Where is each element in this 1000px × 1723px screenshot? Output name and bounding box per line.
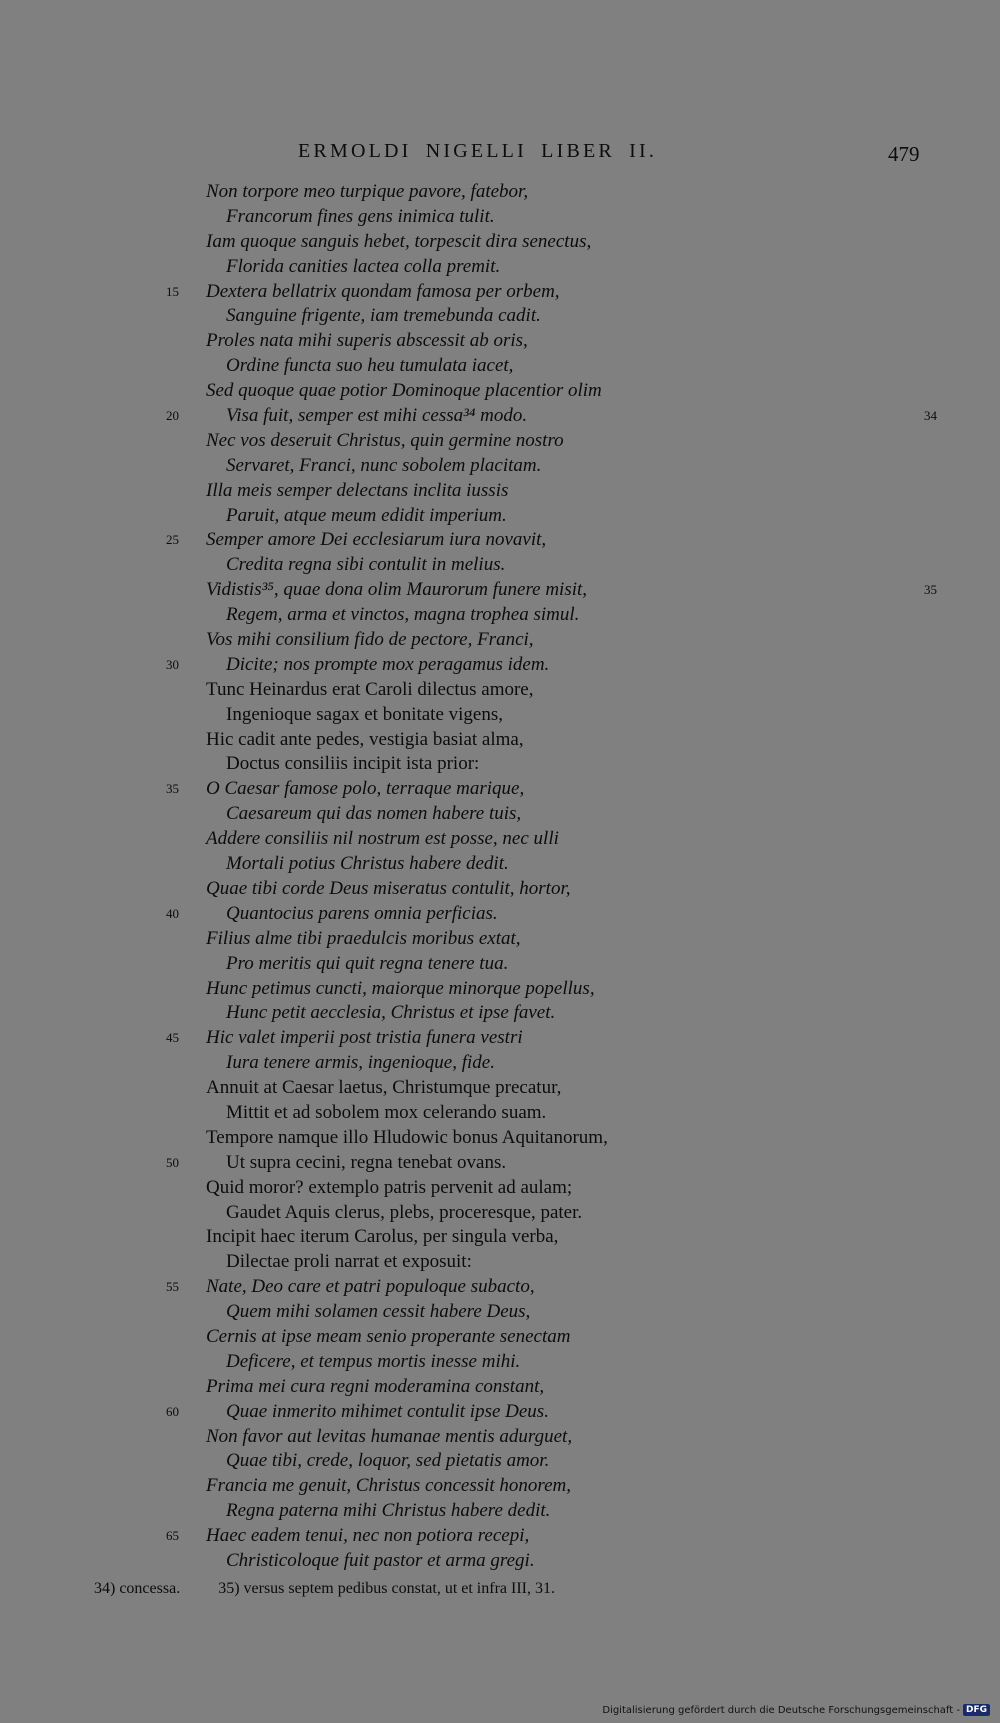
verse-line [0, 1225, 1000, 1250]
verse-text: Semper amore Dei ecclesiarum iura novavit, [206, 529, 547, 551]
verse-text: Prima mei cura regni moderamina constant, [206, 1375, 545, 1397]
line-number: 50 [166, 1154, 179, 1170]
verse-line [0, 852, 1000, 877]
verse-text: Hunc petimus cuncti, maiorque minorque popellus, [206, 977, 595, 999]
verse-line [0, 304, 1000, 329]
verse-text: Annuit at Caesar laetus, Christumque precatur, [206, 1077, 562, 1099]
verse-text: Quid moror? extemplo patris pervenit ad aulam; [206, 1176, 573, 1198]
verse-line [0, 927, 1000, 952]
line-number: 35 [166, 781, 179, 797]
verse-line [0, 1126, 1000, 1151]
verse-line [0, 528, 1000, 553]
verse-line [0, 280, 1000, 305]
verse-line [0, 429, 1000, 454]
verse-line [0, 952, 1000, 977]
verse-line [0, 230, 1000, 255]
verse-line [0, 1524, 1000, 1549]
verse-line [0, 379, 1000, 404]
verse-line [0, 1400, 1000, 1425]
verse-text: Servaret, Franci, nunc sobolem placitam. [226, 454, 542, 476]
verse-line [0, 1449, 1000, 1474]
footnotes [94, 1580, 555, 1598]
verse-text: Christicoloque fuit pastor et arma gregi. [226, 1549, 535, 1571]
verse-line [0, 205, 1000, 230]
verse-text: Haec eadem tenui, nec non potiora recepi, [206, 1525, 530, 1547]
line-number: 20 [166, 408, 179, 424]
verse-line [0, 1026, 1000, 1051]
verse-line [0, 1051, 1000, 1076]
verse-line [0, 1250, 1000, 1275]
verse-line [0, 827, 1000, 852]
verse-text: Nec vos deseruit Christus, quin germine nostro [206, 429, 564, 451]
verse-text: Paruit, atque meum edidit imperium. [226, 504, 507, 526]
verse-line [0, 1151, 1000, 1176]
verse-line [0, 578, 1000, 603]
verse-line [0, 1001, 1000, 1026]
line-number: 40 [166, 905, 179, 921]
verse-line [0, 1474, 1000, 1499]
verse-text: Vidistis³⁵, quae dona olim Maurorum funere misit, [206, 579, 588, 601]
verse-text: Nate, Deo care et patri populoque subacto, [206, 1276, 535, 1298]
verse-text: Hunc petit aecclesia, Christus et ipse favet. [226, 1002, 556, 1024]
verse-line [0, 1275, 1000, 1300]
verse-text: Dilectae proli narrat et exposuit: [226, 1251, 472, 1273]
verse-line [0, 902, 1000, 927]
footnote-34: 34) concessa. [94, 1580, 181, 1597]
verse-line [0, 1325, 1000, 1350]
running-header: ERMOLDI NIGELLI LIBER II. [298, 140, 658, 162]
verse-line [0, 504, 1000, 529]
verse-text: Illa meis semper delectans inclita iussis [206, 479, 509, 501]
verse-line [0, 553, 1000, 578]
verse-text: Non torpore meo turpique pavore, fatebor, [206, 181, 529, 202]
verse-text: Cernis at ipse meam senio properante senectam [206, 1325, 571, 1347]
line-number: 55 [166, 1279, 179, 1295]
verse-text: Deficere, et tempus mortis inesse mihi. [226, 1350, 521, 1372]
verse-line [0, 1375, 1000, 1400]
verse-text: Mittit et ad sobolem mox celerando suam. [226, 1101, 547, 1123]
verse-line [0, 1499, 1000, 1524]
verse-text: Quae tibi corde Deus miseratus contulit, hortor, [206, 877, 571, 899]
page-number: 479 [888, 142, 920, 166]
dfg-logo: DFG [963, 1704, 990, 1716]
verse-line [0, 354, 1000, 379]
verse-text: Tempore namque illo Hludowic bonus Aquitanorum, [206, 1126, 608, 1148]
line-number: 25 [166, 532, 179, 548]
verse-text: Iam quoque sanguis hebet, torpescit dira senectus, [206, 230, 592, 252]
verse-text: O Caesar famose polo, terraque marique, [206, 778, 525, 800]
digitization-credit [602, 1704, 990, 1716]
verse-line [0, 1201, 1000, 1226]
verse-text: Quae inmerito mihimet contulit ipse Deus. [226, 1400, 549, 1422]
verse-line [0, 653, 1000, 678]
verse-line [0, 479, 1000, 504]
line-number: 30 [166, 656, 179, 672]
line-number: 65 [166, 1528, 179, 1544]
verse-text: Credita regna sibi contulit in melius. [226, 554, 506, 576]
verse-line [0, 329, 1000, 354]
verse-text: Iura tenere armis, ingenioque, fide. [226, 1052, 495, 1074]
verse-line [0, 752, 1000, 777]
verse-text: Pro meritis qui quit regna tenere tua. [226, 952, 509, 974]
line-number: 60 [166, 1403, 179, 1419]
verse-line [0, 877, 1000, 902]
verse-text: Gaudet Aquis clerus, plebs, proceresque, pater. [226, 1201, 583, 1223]
margin-footnote-number: 35 [924, 582, 937, 598]
verse-line [0, 678, 1000, 703]
verse-text: Regna paterna mihi Christus habere dedit. [226, 1500, 551, 1522]
verse-text: Hic cadit ante pedes, vestigia basiat alma, [206, 728, 524, 750]
verse-text: Incipit haec iterum Carolus, per singula verba, [206, 1226, 559, 1248]
verse-line [0, 802, 1000, 827]
verse-line [0, 1101, 1000, 1126]
verse-line [0, 454, 1000, 479]
verse-text: Filius alme tibi praedulcis moribus extat, [206, 927, 521, 949]
verse-text: Francorum fines gens inimica tulit. [226, 205, 495, 227]
digitization-text: Digitalisierung gefördert durch die Deutsche Forschungsgemeinschaft - [602, 1704, 960, 1716]
verse-text: Francia me genuit, Christus concessit honorem, [206, 1475, 572, 1497]
verse-line [0, 180, 1000, 205]
verse-line [0, 404, 1000, 429]
verse-line [0, 1300, 1000, 1325]
verse-text: Visa fuit, semper est mihi cessa³⁴ modo. [226, 405, 528, 427]
verse-text: Sanguine frigente, iam tremebunda cadit. [226, 305, 541, 327]
verse-text: Hic valet imperii post tristia funera vestri [206, 1027, 523, 1049]
verse-line [0, 703, 1000, 728]
poem-text [0, 180, 1000, 1574]
verse-line [0, 255, 1000, 280]
verse-line [0, 1076, 1000, 1101]
verse-text: Dextera bellatrix quondam famosa per orbem, [206, 280, 560, 302]
verse-line [0, 777, 1000, 802]
verse-text: Tunc Heinardus erat Caroli dilectus amore, [206, 678, 534, 700]
verse-text: Proles nata mihi superis abscessit ab oris, [206, 330, 528, 352]
verse-text: Vos mihi consilium fido de pectore, Franci, [206, 629, 534, 651]
verse-text: Regem, arma et vinctos, magna trophea simul. [226, 604, 580, 626]
verse-text: Quantocius parens omnia perficias. [226, 902, 498, 924]
verse-text: Ingenioque sagax et bonitate vigens, [226, 703, 504, 725]
line-number: 45 [166, 1030, 179, 1046]
footnote-35: 35) versus septem pedibus constat, ut et infra III, 31. [218, 1580, 555, 1597]
verse-text: Addere consiliis nil nostrum est posse, nec ulli [206, 828, 559, 850]
verse-text: Florida canities lactea colla premit. [226, 255, 501, 277]
verse-text: Caesareum qui das nomen habere tuis, [226, 803, 522, 825]
verse-text: Doctus consiliis incipit ista prior: [226, 753, 480, 775]
verse-line [0, 1176, 1000, 1201]
verse-text: Ordine functa suo heu tumulata iacet, [226, 355, 514, 377]
verse-text: Quae tibi, crede, loquor, sed pietatis amor. [226, 1450, 550, 1472]
line-number: 15 [166, 283, 179, 299]
verse-text: Sed quoque quae potior Dominoque placentior olim [206, 380, 602, 402]
verse-line [0, 977, 1000, 1002]
verse-text: Non favor aut levitas humanae mentis adurguet, [206, 1425, 573, 1447]
verse-line [0, 628, 1000, 653]
verse-text: Ut supra cecini, regna tenebat ovans. [226, 1151, 507, 1173]
verse-line [0, 603, 1000, 628]
verse-line [0, 1350, 1000, 1375]
verse-text: Mortali potius Christus habere dedit. [226, 853, 509, 875]
verse-text: Dicite; nos prompte mox peragamus idem. [226, 653, 550, 675]
verse-line [0, 1425, 1000, 1450]
margin-footnote-number: 34 [924, 408, 937, 424]
verse-line [0, 1549, 1000, 1574]
verse-line [0, 728, 1000, 753]
verse-text: Quem mihi solamen cessit habere Deus, [226, 1301, 531, 1323]
